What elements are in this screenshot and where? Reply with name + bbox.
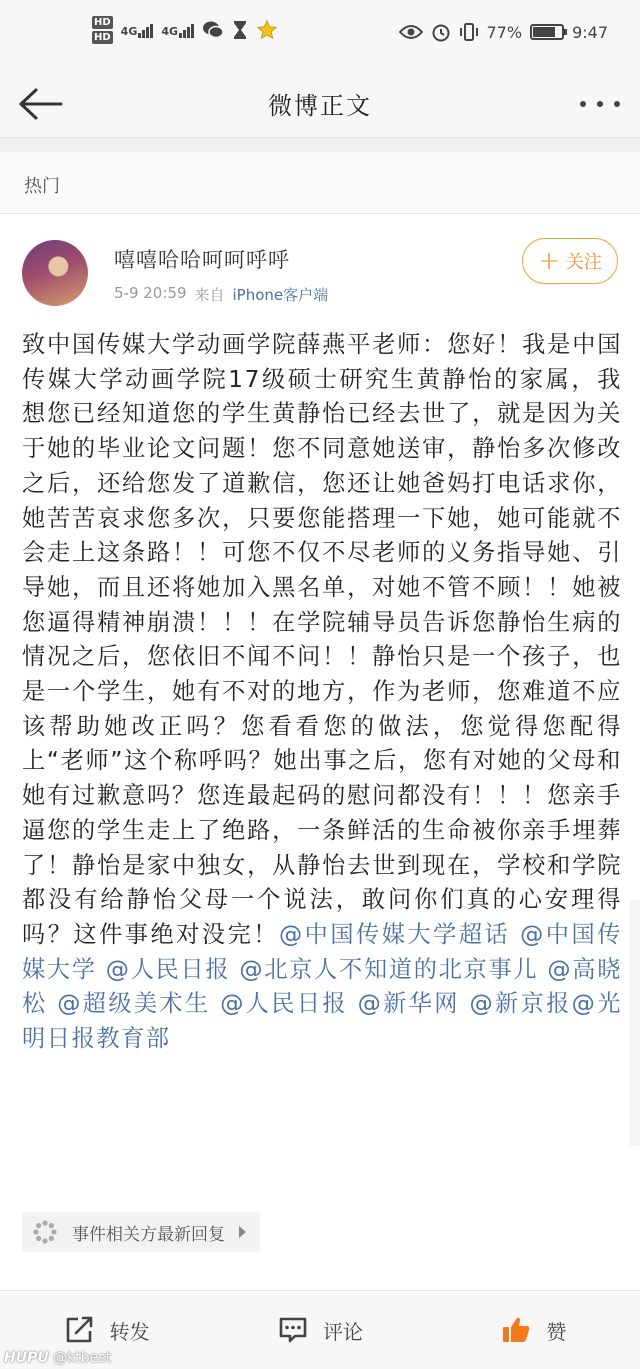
chevron-right-icon	[239, 1226, 246, 1238]
nav-bar	[0, 72, 640, 138]
scrollbar[interactable]	[630, 900, 640, 1146]
wechat-icon	[202, 20, 224, 40]
post-meta	[114, 284, 328, 305]
follow-button[interactable]	[522, 238, 618, 284]
watermark	[4, 1350, 111, 1366]
signal-icon: 4G	[121, 22, 154, 38]
post-username[interactable]: 嘻嘻哈哈呵呵呼呼	[114, 248, 290, 272]
related-replies-button[interactable]	[22, 1212, 260, 1252]
watermark-brand: HUPU	[4, 1350, 49, 1366]
avatar[interactable]	[22, 240, 88, 306]
section-label: 热门	[24, 176, 60, 197]
plus-icon: +	[538, 246, 560, 276]
like-label: 赞	[546, 1319, 567, 1344]
watermark-user: @ktbest	[53, 1350, 112, 1366]
related-replies-label: 事件相关方最新回复	[72, 1224, 225, 1245]
post-source-prefix: 来自	[194, 286, 225, 304]
signal-icon-2: 4G	[161, 22, 194, 38]
post-date: 5-9 20:59	[114, 284, 187, 302]
post-source[interactable]: iPhone客户端	[232, 286, 329, 304]
thumbs-up-icon	[500, 1314, 532, 1346]
eye-icon	[399, 24, 423, 40]
battery-percent: 77%	[486, 22, 523, 42]
follow-label: 关注	[565, 252, 602, 273]
status-left	[92, 16, 278, 44]
like-button[interactable]	[427, 1291, 640, 1369]
repost-icon	[64, 1315, 96, 1345]
alarm-icon	[431, 22, 451, 42]
hd-icon: HD HD	[94, 17, 111, 43]
section-header	[0, 152, 640, 214]
loading-spinner-icon	[32, 1219, 58, 1245]
weibo-post	[0, 214, 640, 1290]
status-time: 9:47	[572, 22, 608, 42]
battery-icon	[530, 24, 564, 40]
divider-band	[0, 138, 640, 152]
comment-icon	[277, 1315, 309, 1345]
repost-label: 转发	[109, 1319, 150, 1344]
star-icon	[256, 19, 278, 41]
hourglass-icon	[232, 20, 248, 40]
comment-button[interactable]	[213, 1291, 426, 1369]
status-right	[399, 22, 609, 42]
post-body-text: 致中国传媒大学动画学院薛燕平老师：您好！我是中国传媒大学动画学院17级硕士研究生黄静怡的家属，我想您已经知道您的学生黄静怡已经去世了，就是因为关于她的毕业论文问题！您不同意她送审，静怡多次修改之后，还给您发了道歉信，您还让她爸妈打电话求你，她苦苦哀求您多次，只要您能搭理一下她，她可能就不会走上这条路！！可您不仅不尽老师的义务指导她、引导她，而且还将她加入黑名单，对她不管不顾！！她被您逼得精神崩溃！！！在学院辅导员告诉您静怡生病的情况之后，您依旧不闻不问！！静怡只是一个孩子，也是一个学生，她有不对的地方，作为老师，您难道不应该帮助她改正吗？您看看您的做法，您觉得您配得上“老师”这个称呼吗？她出事之后，您有对她的父母和她有过歉意吗？您连最起码的慰问都没有！！！您亲手逼您的学生走上了绝路，一条鲜活的生命被你亲手埋葬了！静怡是家中独女，从静怡去世到现在，学校和学院都没有给静怡父母一个说法，敢问你们真的心安理得吗？这件事绝对没完！	[22, 331, 622, 948]
status-bar	[0, 0, 640, 72]
page-title: 微博正文	[268, 92, 372, 120]
vibrate-icon	[459, 22, 479, 42]
post-mentions[interactable]: @中国传媒大学超话 @中国传媒大学 @人民日报 @北京人不知道的北京事儿 @高晓松 @超级美术生 @人民日报 @新华网 @新京报@光明日报教育部	[22, 920, 622, 1053]
more-options-icon[interactable]	[580, 92, 620, 116]
post-body	[22, 328, 622, 1057]
comment-label: 评论	[322, 1319, 363, 1344]
